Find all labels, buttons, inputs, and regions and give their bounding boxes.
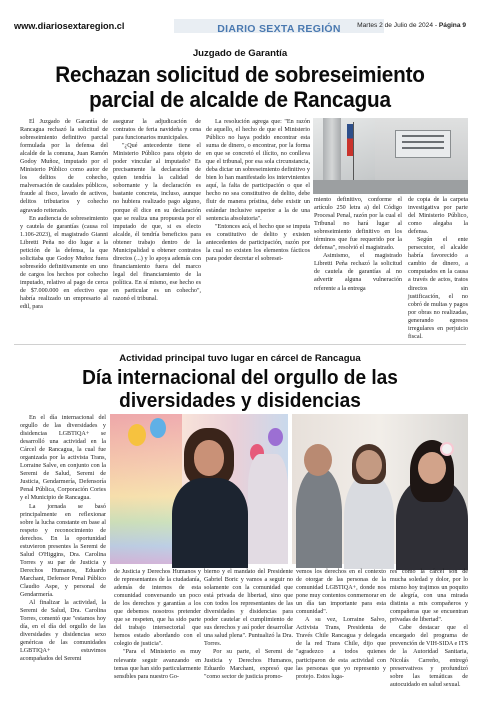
article2-column-2	[114, 568, 201, 704]
paragraph: miento definitivo, conforme el artículo 250 letra a) del Código Procesal Penal, razón por la cual el Tribunal no hará lugar al sobreseimiento definitivo en los términos que fue requerido por la defensa", resolvió el magistrado.	[314, 197, 402, 252]
masthead: DIARIO SEXTA REGIÓN	[217, 23, 341, 35]
paragraph: La jornada se basó principalmente en reflexionar sobre la lucha constante en base al respeto y reconocimiento de derechos. En la oportunidad estuvieron presentes la Seremi de Salud O'Higgins, Dra. Carolina Torres y su par de Justicia y Derechos Humanos, Eduardo Marchant, Defensor Penal Público Claudio Aspe, y personal de Gendarmería.	[20, 503, 106, 599]
page-header	[14, 19, 466, 33]
article2-kicker: Actividad principal tuvo lugar en cárcel de Rancagua	[119, 353, 361, 364]
article1-headline: Rechazan solicitud de sobreseimiento parcial de alcalde de Rancagua	[55, 62, 425, 112]
masthead-box	[174, 19, 384, 33]
dateline	[357, 19, 466, 33]
article2-column-1	[20, 414, 106, 704]
article1-kicker: Juzgado de Garantía	[192, 48, 288, 59]
article1-column-4	[314, 196, 402, 330]
article1-column-3	[206, 118, 310, 330]
paragraph: A su vez, Lorraine Salvo, Activista Trans, Presidenta de Través Chile Rancagua y delegada de la red Trans Chile, dijo que "agradezco a todos quienes participaron de esta actividad con las personas que yo represento y protejo. Estos luga-	[296, 617, 386, 680]
article1-column-1	[20, 118, 108, 330]
event-photo-attendees	[292, 414, 468, 564]
building-sign	[395, 130, 451, 158]
site-url[interactable]: www.diariosextaregion.cl	[14, 21, 125, 31]
paragraph: Asimismo, el magistrado Libretti Peña rechazó la solicitud de cautela de garantías al no advertir alguna vulneración referente a la entrega	[314, 253, 402, 292]
paragraph: En el día internacional del orgullo de las diversidades y disidencias LGBTIQA+ se desarrolló una actividad en la Cárcel de Rancagua, la cual fue organizada por la activista Trans, Lorraine Salve, en conjunto con la Seremi de Salud, Seremi de Justicia, Gendarmería, Defensoría Penal Pública, Corporación Cories y el Municipio de Rancagua.	[20, 415, 106, 502]
paragraph: "Entonces acá, el hecho que se imputa es constitutivo de delito y existen antecedentes de participación, razón por la cual no existen los elementos fácticos para poder decretar el sobresei-	[206, 223, 310, 262]
paragraph: Cabe destacar que el encargado del programa de prevención de VIH-SIDA e ITS de la Autoridad Sanitaria, Nicolás Carreño, entregó preservativos y profundizó sobre las temáticas de autocuidado en salud sexual.	[390, 625, 468, 688]
article2-column-3	[204, 568, 293, 704]
page-number: Página 9	[438, 22, 466, 29]
article1-column-2	[113, 118, 201, 330]
court-building-photo	[313, 118, 468, 194]
article2-column-5	[390, 568, 468, 704]
paragraph: bierno y el mandato del Presidente Gabriel Boric y vamos a seguir no solamente con la comunidad que está privada de libertad, sino que con todos los representantes de las diversidades y disidencias para poder cautelar el cumplimiento de sus derechos y así poder desarrollar una salud plena". Puntualizó la Dra. Torres.	[204, 569, 293, 648]
paragraph: El Juzgado de Garantía de Rancagua rechazó la solicitud de sobreseimiento definitivo parcial formulada por la defensa del alcalde de la comuna, Juan Ramón Godoy Muñoz, imputado por el Ministerio Público como autor de los delitos de cohecho, malversación de caudales públicos, fraude al fisco, lavado de activos, delitos tributarios y cohecho agravado reiterado.	[20, 119, 108, 214]
paragraph: Por su parte, el Seremi de Justicia y Derechos Humanos, Eduardo Marchant, expresó que "como sector de justicia promo-	[204, 649, 293, 680]
flag-icon	[347, 124, 353, 156]
paragraph: En audiencia de sobreseimiento y cautela de garantías (causa rol 1.106-2023), el magistrado Gianni Libretti Peña no dio lugar a la petición de la defensa, la que solicitaba que Godoy Muñoz fuera sobreseído definitivamente en uno de cargos los hechos por cohecho imputado, relativo al pago de cerca de $7.000.000 en efectivo que habría realizado un empresario al edil, para	[20, 215, 108, 311]
paragraph: "Para el Ministerio es muy relevante seguir avanzando en temas que han sido particularmente sensibles para nuestro Go-	[114, 649, 201, 680]
paragraph: asegurar la adjudicación de contratos de feria navideña y cena para funcionarios municipales.	[113, 119, 201, 142]
section-divider	[14, 344, 466, 345]
paragraph: La resolución agrega que: "En razón de aquello, el hecho de que el Ministerio Público no haya podido encontrar esta suma de dinero, o encontrar, por la forma en que se concretó el ilícito, no conlleva que el tribunal, por esa sola circunstancia, deba dictar un sobreseimiento definitivo y bien lo han manifestado los intervinientes aquí, la falta de participación o que el hecho no sea constitutivo de delito, debe fluir de manera prístina, debe existir un estándar inclusive superior a la de una sentencia absolutoria".	[206, 119, 310, 222]
paragraph: de Justicia y Derechos Humanos y de representantes de la ciudadanía, además de internos de esta comunidad conversando un poco de los derechos y garantías a los que debemos nosotros pretender que se respeten, que ha sido parte del trabajo intersectorial que hemos estado abordando con el colegio de justicia".	[114, 569, 201, 648]
event-photo-speaker	[110, 414, 288, 564]
article2-column-4	[296, 568, 386, 704]
flower-icon	[442, 444, 452, 454]
paragraph: Según el ente persecutor, el alcalde habría favorecido a cambio de dinero, a computados en la causa a través de actos, tratos directos sin justificación, el no cobró de multas y pagos por obras no realizadas, generando egresos irregulares en perjuicio fiscal.	[408, 237, 468, 340]
article2-headline: Día internacional del orgullo de las diversidades y disidencias	[82, 366, 398, 412]
paragraph: Al finalizar la actividad, la Seremi de Salud, Dra. Carolina Torres, comentó que "estamos hoy día, en el día del orgullo de las diversidades y disidencias sexo genéricas de las comunidades LGBTIQA+ estuvimos acompañados del Seremi	[20, 600, 106, 663]
issue-date: Martes 2 de Julio de 2024 -	[357, 22, 439, 29]
article1-column-5	[408, 196, 468, 340]
paragraph: de copia de la carpeta investigativa por parte del Ministerio Público, como alegaba la defensa.	[408, 197, 468, 236]
paragraph: "¿Qué antecedente tiene el Ministerio Público para objeto de poder vincular al imputado? Es precisamente la declaración de quien tendría la calidad de sobornante y la declaración es bastante concreta, incluso, aunque no hubiera realizado pago alguno, porque él dice en su declaración que se realiza una propuesta por el imputado de que, si es electo alcalde, él tendría beneficios para obtener trabajo dentro de la Municipalidad u obtener contratos directos (...) y lo apoya además con financiamiento fuera del marco legal del financiamiento de la política. En sí mismo, ese hecho es en particular es un cohecho", razonó el tribunal.	[113, 143, 201, 303]
paragraph: vemos los derechos en el contexto de otorgar de las personas de la comunidad LGBTIQA+, donde nos pone muy contentos conmemorar en un día tan importante para esta comunidad".	[296, 569, 386, 616]
paragraph: res como la cárcel son de mucha soledad y dolor, por lo mismo hoy trajimos un poquito de alegría, con una mirada distinta a mis compañeros y compañeras que se encuentran privadas de libertad".	[390, 569, 468, 624]
